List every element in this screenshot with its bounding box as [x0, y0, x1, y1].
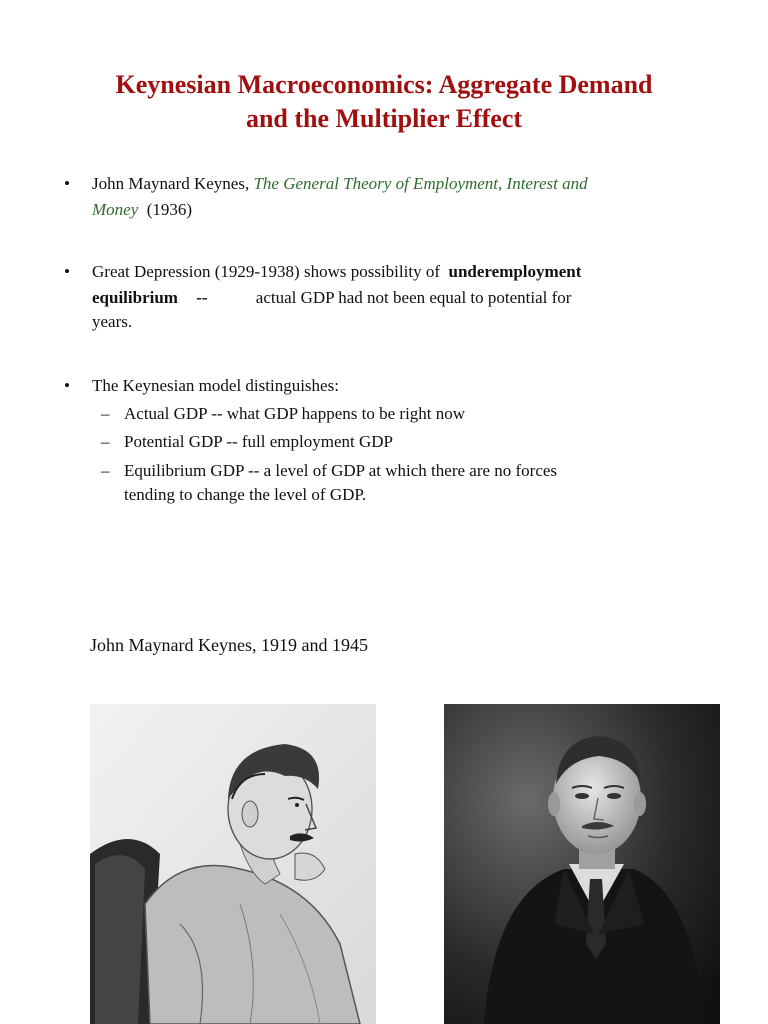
- portrait-photo-1945: [444, 704, 720, 1024]
- sub-bullet-marker: –: [101, 461, 110, 480]
- bullet-2-line-2: [92, 286, 571, 310]
- dash-separator: --: [196, 288, 208, 307]
- bullet-2-text: Great Depression (1929-1938) shows possibility of: [92, 262, 440, 281]
- book-title: The General Theory of Employment, Interest and: [253, 174, 588, 193]
- book-title-cont: Money: [92, 200, 139, 219]
- author-name: John Maynard Keynes,: [92, 174, 250, 193]
- sub-item-potential-gdp: Potential GDP -- full employment GDP: [124, 432, 393, 451]
- sub-bullet-marker: –: [101, 432, 110, 451]
- sub-bullet-marker: –: [101, 404, 110, 423]
- bullet-1-line-1: [92, 172, 588, 196]
- bullet-marker: •: [64, 376, 70, 395]
- slide-title-line-2: and the Multiplier Effect: [245, 104, 523, 133]
- bullet-2-text: actual GDP had not been equal to potential for: [255, 288, 572, 307]
- portrait-sketch-1919: [90, 704, 376, 1024]
- sub-item-equilibrium-gdp: Equilibrium GDP -- a level of GDP at which there are no forces: [124, 461, 558, 480]
- sub-item-actual-gdp: Actual GDP -- what GDP happens to be right now: [124, 404, 466, 423]
- bullet-2-line-3: years.: [92, 312, 133, 331]
- bullet-1-line-2: [92, 198, 192, 222]
- term-underemployment: underemployment: [448, 262, 582, 281]
- publication-year: (1936): [146, 200, 193, 219]
- photo-caption: John Maynard Keynes, 1919 and 1945: [90, 635, 368, 655]
- term-equilibrium: equilibrium: [92, 288, 178, 307]
- sub-item-equilibrium-gdp-cont: tending to change the level of GDP.: [124, 485, 367, 504]
- bullet-2-line-1: [92, 260, 581, 284]
- slide-title-line-1: Keynesian Macroeconomics: Aggregate Demand: [115, 70, 653, 99]
- bullet-3-intro: The Keynesian model distinguishes:: [92, 376, 339, 395]
- bullet-marker: •: [64, 174, 70, 193]
- bullet-marker: •: [64, 262, 70, 281]
